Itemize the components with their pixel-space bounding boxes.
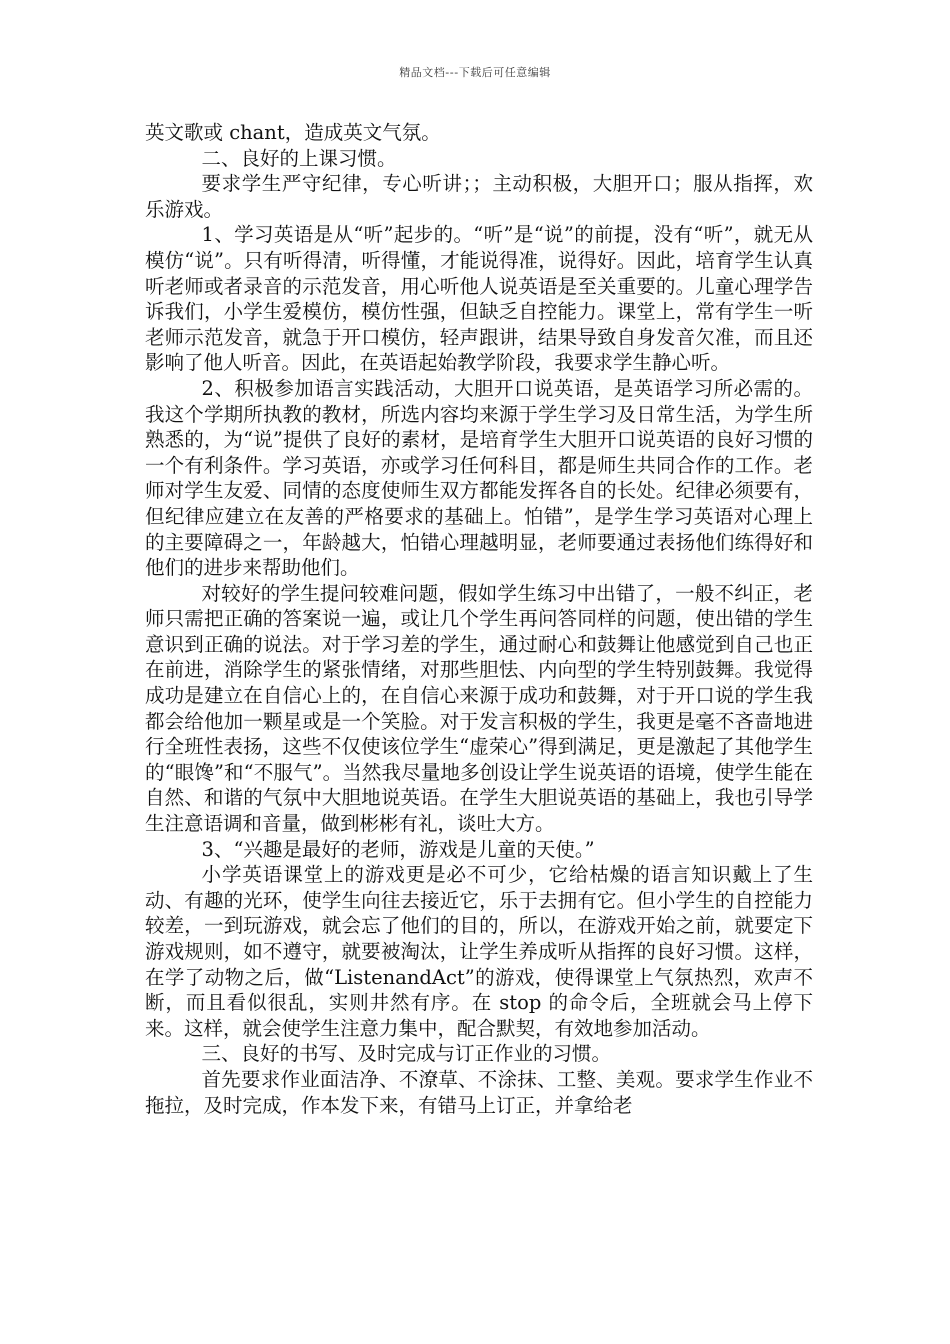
paragraph: 1、学习英语是从“听”起步的。“听”是“说”的前提，没有“听”，就无从模仿“说”。只有听得清，听得懂，才能说得准，说得好。因此，培育学生认真听老师或者录音的示范发音，用心听他人说英语是至关重要的。儿童心理学告诉我们，小学生爱模仿，模仿性强，但缺乏自控能力。课堂上，常有学生一听老师示范发音，就急于开口模仿，轻声跟讲，结果导致自身发音欠准，而且还影响了他人听音。因此，在英语起始教学阶段，我要求学生静心听。 <box>145 223 813 375</box>
paragraph: 对较好的学生提问较难问题，假如学生练习中出错了，一般不纠正，老师只需把正确的答案说一遍，或让几个学生再问答同样的问题，使出错的学生意识到正确的说法。对于学习差的学生，通过耐心和鼓舞让他感觉到自己也正在前进，消除学生的紧张情绪，对那些胆怯、内向型的学生特别鼓舞。我觉得成功是建立在自信心上的，在自信心来源于成功和鼓舞，对于开口说的学生我都会给他加一颗星或是一个笑脸。对于发言积极的学生，我更是毫不吝啬地进行全班性表扬，这些不仅使该位学生“虚荣心”得到满足，更是激起了其他学生的“眼馋”和“不服气”。当然我尽量地多创设让学生说英语的语境，使学生能在自然、和谐的气氛中大胆地说英语。在学生大胆说英语的基础上，我也引导学生注意语调和音量，做到彬彬有礼，谈吐大方。 <box>145 581 813 836</box>
section-heading: 三、良好的书写、及时完成与订正作业的习惯。 <box>201 1042 612 1066</box>
document-body <box>145 120 813 1118</box>
paragraph: 首先要求作业面洁净、不潦草、不涂抹、工整、美观。要求学生作业不拖拉，及时完成，作本发下来，有错马上订正，并拿给老 <box>145 1067 813 1117</box>
paragraph: 英文歌或 chant，造成英文气氛。 <box>145 121 441 144</box>
paragraph: 小学英语课堂上的游戏更是必不可少，它给枯燥的语言知识戴上了生动、有趣的光环，使学生向往去接近它，乐于去拥有它。但小学生的自控能力较差，一到玩游戏，就会忘了他们的目的，所以，在游戏开始之前，就要定下游戏规则，如不遵守，就要被淘汰，让学生养成听从指挥的良好习惯。这样，在学了动物之后，做“ListenandAct”的游戏，使得课堂上气氛热烈，欢声不断，而且看似很乱，实则井然有序。在 stop 的命令后，全班就会马上停下来。这样，就会使学生注意力集中，配合默契，有效地参加活动。 <box>145 863 813 1040</box>
paragraph: 要求学生严守纪律，专心听讲；；主动积极，大胆开口；服从指挥，欢乐游戏。 <box>145 172 813 221</box>
page-header: 精品文档---下载后可任意编辑 <box>399 66 551 79</box>
paragraph: 2、积极参加语言实践活动，大胆开口说英语，是英语学习所必需的。我这个学期所执教的教材，所选内容均来源于学生学习及日常生活，为学生所熟悉的，为“说”提供了良好的素材，是培育学生大胆开口说英语的良好习惯的一个有利条件。学习英语，亦或学习任何科目，都是师生共同合作的工作。老师对学生友爱、同情的态度使师生双方都能发挥各自的长处。纪律必须要有，但纪律应建立在友善的严格要求的基础上。怕错”，是学生学习英语对心理上的主要障碍之一，年龄越大，怕错心理越明显，老师要通过表扬他们练得好和他们的进步来帮助他们。 <box>145 376 813 580</box>
subheading: 3、“兴趣是最好的老师，游戏是儿童的天使。” <box>201 837 595 861</box>
section-heading: 二、良好的上课习惯。 <box>201 146 397 170</box>
